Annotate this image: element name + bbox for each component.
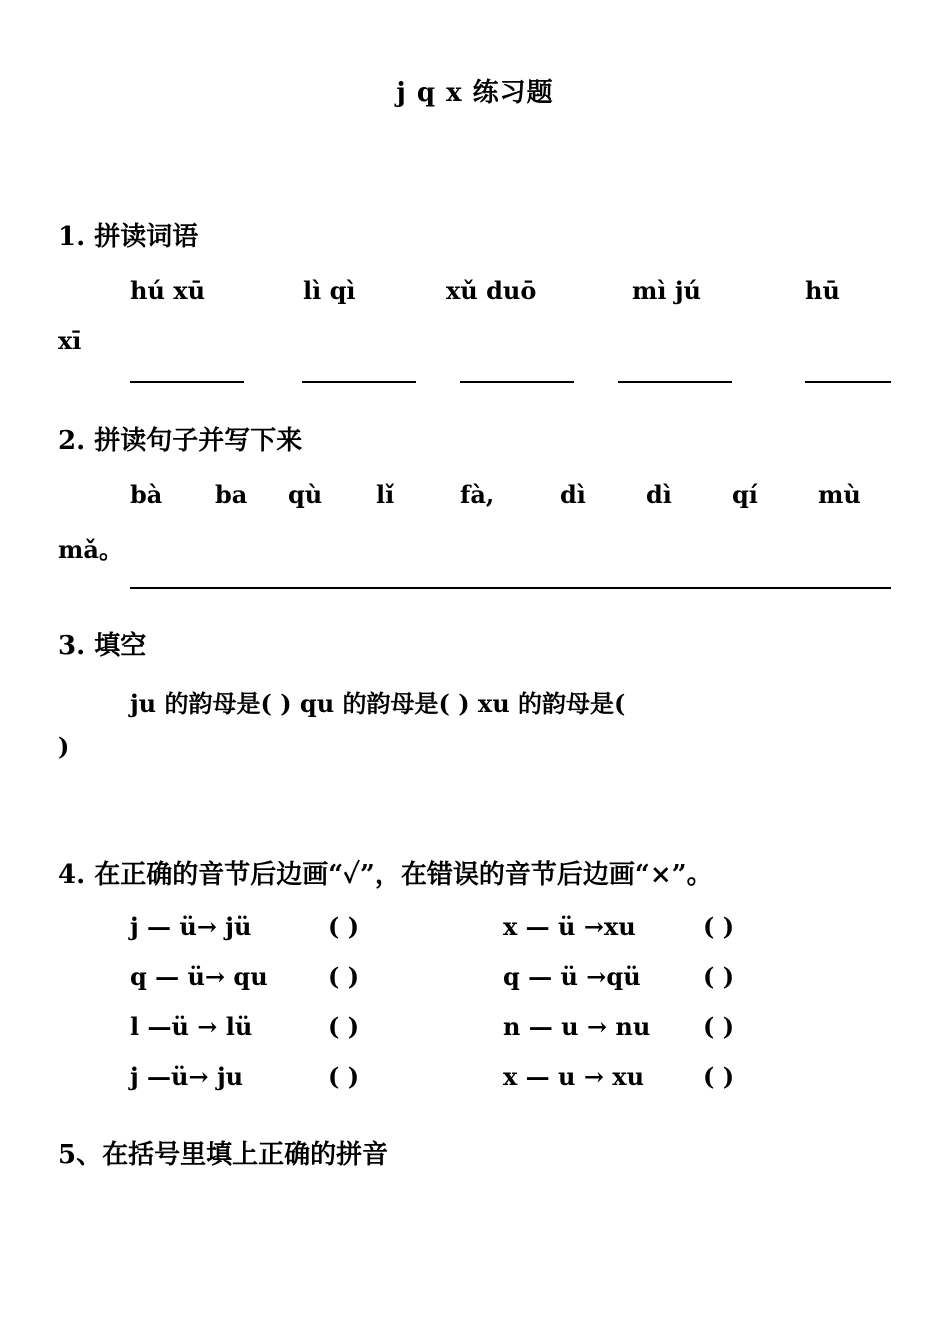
answer-parens[interactable]: ( )	[328, 912, 360, 941]
fill-blank-line[interactable]: ju 的韵母是( ) qu 的韵母是( ) xu 的韵母是(	[130, 689, 626, 718]
pinyin-syllable: mù	[818, 480, 861, 509]
section-4-heading: 4. 在正确的音节后边画“✓”，在错误的音节后边画“×”。	[58, 860, 713, 890]
section-5-heading: 5、在括号里填上正确的拼音	[58, 1140, 389, 1170]
judge-row	[0, 1012, 950, 1044]
pinyin-word: lì qì	[303, 276, 356, 305]
fill-blank-close: )	[58, 732, 70, 761]
pinyin-word: mì jú	[632, 276, 701, 305]
pinyin-sentence	[0, 480, 950, 512]
answer-line[interactable]	[302, 381, 416, 383]
answer-parens[interactable]: ( )	[703, 912, 735, 941]
answer-line[interactable]	[618, 381, 732, 383]
syllable-combo: x — ü →xu	[503, 912, 636, 941]
judge-row	[0, 962, 950, 994]
page-title: j q x 练习题	[396, 78, 554, 108]
answer-parens[interactable]: ( )	[328, 1012, 360, 1041]
syllable-combo: q — ü→ qu	[130, 962, 268, 991]
pinyin-word: hú xū	[130, 276, 206, 305]
section-2-heading: 2. 拼读句子并写下来	[58, 426, 303, 456]
syllable-combo: n — u → nu	[503, 1012, 651, 1041]
section-1-heading: 1. 拼读词语	[58, 222, 199, 252]
pinyin-syllable: fà,	[460, 480, 495, 509]
pinyin-syllable: dì	[560, 480, 586, 509]
judge-row	[0, 1062, 950, 1094]
pinyin-syllable: lǐ	[376, 480, 395, 509]
syllable-combo: j — ü→ jü	[130, 912, 252, 941]
syllable-combo: x — u → xu	[503, 1062, 645, 1091]
judge-row	[0, 912, 950, 944]
answer-line[interactable]	[130, 381, 244, 383]
answer-parens[interactable]: ( )	[328, 1062, 360, 1091]
pinyin-syllable: dì	[646, 480, 672, 509]
answer-parens[interactable]: ( )	[328, 962, 360, 991]
pinyin-syllable: qí	[732, 480, 758, 509]
syllable-combo: q — ü →qü	[503, 962, 641, 991]
pinyin-syllable: bà	[130, 480, 163, 509]
answer-line[interactable]	[805, 381, 891, 383]
pinyin-word: hū	[805, 276, 840, 305]
pinyin-word-wrap: xī	[58, 326, 82, 355]
answer-parens[interactable]: ( )	[703, 1062, 735, 1091]
section-3-heading: 3. 填空	[58, 631, 147, 661]
pinyin-syllable: ba	[215, 480, 248, 509]
answer-line[interactable]	[460, 381, 574, 383]
syllable-combo: l —ü → lü	[130, 1012, 253, 1041]
pinyin-syllable: qù	[288, 480, 323, 509]
pinyin-word: xǔ duō	[446, 276, 537, 305]
answer-parens[interactable]: ( )	[703, 1012, 735, 1041]
answer-parens[interactable]: ( )	[703, 962, 735, 991]
syllable-combo: j —ü→ ju	[130, 1062, 244, 1091]
answer-line[interactable]	[130, 587, 891, 589]
pinyin-sentence-wrap: mǎ。	[58, 535, 123, 564]
